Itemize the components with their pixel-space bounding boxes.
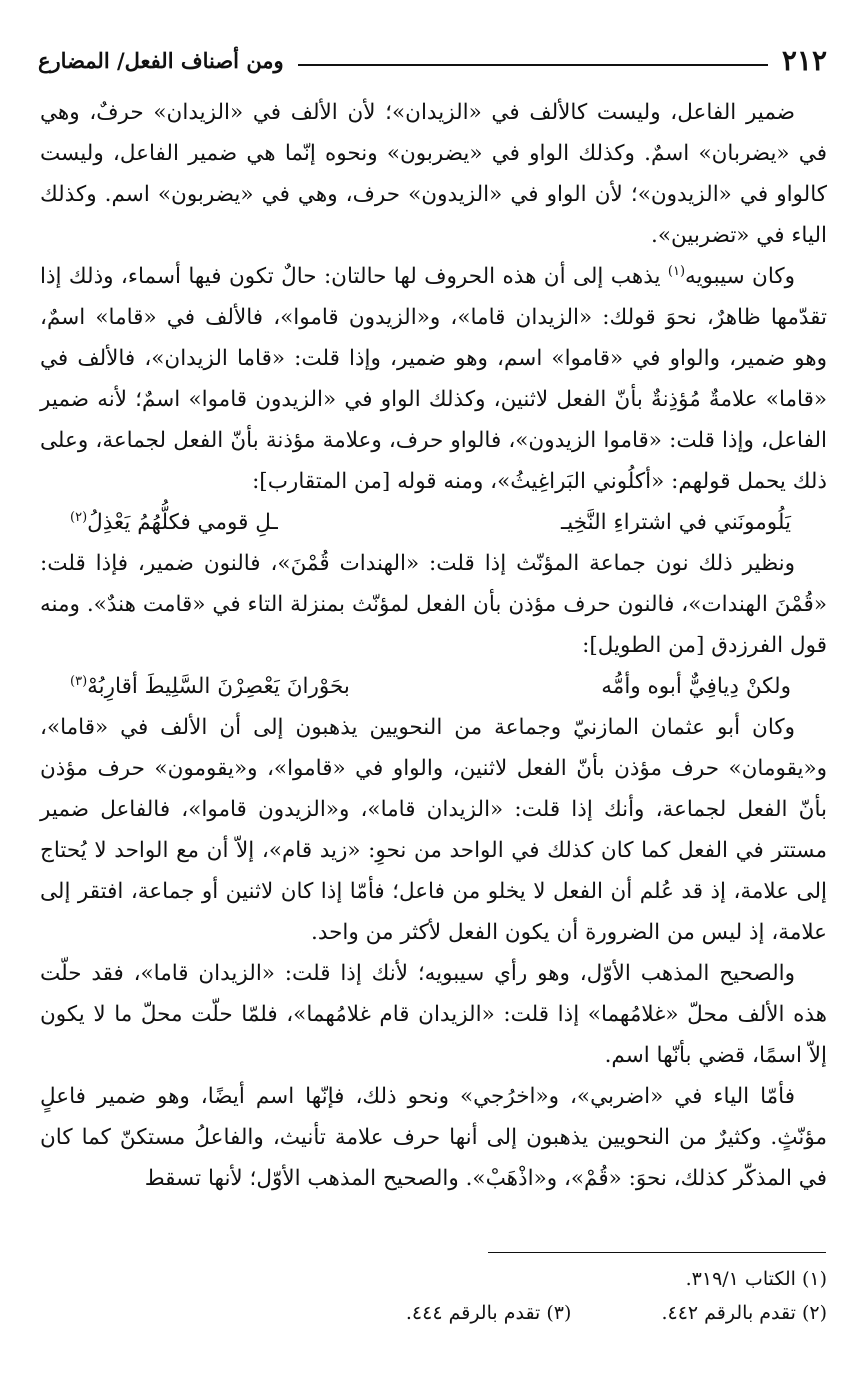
paragraph: ضمير الفاعل، وليست كالألف في «الزيدان»؛ لأن الألف في «الزيدان» حرفٌ، وهي في «يضربان» اسمٌ. وكذلك الواو في «يضربون» ونحوه إنّما هي ضمير الفاعل، وليست كالواو في «الزيدون»؛ لأن الواو في «الزيدون» حرف، وهي في «يضربون» اسم. وكذلك الياء في «تضربين». [40, 100, 827, 248]
paragraph [40, 256, 827, 502]
verse-line [40, 666, 827, 707]
paragraph: والصحيح المذهب الأوّل، وهو رأي سيبويه؛ لأنك إذا قلت: «الزيدان قاما»، فقد حلّت هذه الألف محلّ «غلامُهما» إذا قلت: «الزيدان قام غلامُهما»، فلمّا حلّت محلّ ما لا يكون إلاّ اسمًا، قضي بأنّها اسم. [40, 961, 827, 1068]
footnote-rule [488, 1252, 826, 1253]
footnote-ref: (١) [667, 263, 686, 279]
page-header [38, 40, 827, 80]
paragraph: فأمّا الياء في «اضربي»، و«اخرُجي» ونحو ذلك، فإنّها اسم أيضًا، وهو ضمير فاعلٍ مؤنّثٍ. وكثيرٌ من النحويين يذهبون إلى أنها حرف علامة تأنيث، والفاعلُ مستكنّ كما كان في المذكّر كذلك، نحوَ: «قُمْ»، و«اذْهَبْ». والصحيح المذهب الأوّل؛ لأنها تسقط [40, 1084, 827, 1191]
footnote-row [40, 1296, 827, 1330]
main-text [40, 92, 827, 1199]
running-title: ومن أصناف الفعل/ المضارع [38, 47, 284, 73]
footnote-2: (٢) تقدم بالرقم ٤٤٢. [661, 1302, 827, 1324]
verse-first-hemistich: يَلُومونَني في اشتراءِ النَّخِيـ [560, 510, 791, 535]
verse-line [40, 502, 827, 543]
page-number: ٢١٢ [781, 43, 827, 77]
paragraph: وكان أبو عثمان المازنيّ وجماعة من النحويين يذهبون إلى أن الألف في «قاما»، و«يقومان» حرف مؤذن بأنّ الفعل لاثنين، والواو في «قاموا»، و«يقومون» حرف مؤذن بأنّ الفعل لجماعة، وأنك إذا قلت: «الزيدان قاما»، و«الزيدون قاموا»، فالفاعل ضمير مستتر في الفعل كما كان كذلك في الواحد من نحوِ: «زيد قام»، إلاّ أن مع الواحد لا يُحتاج إلى علامة، إذ قد عُلم أن الفعل لا يخلو من فاعل؛ فأمّا إذا كان لاثنين أو جماعة، افتقر إلى علامة، إذ ليس من الضرورة أن يكون الفعل لأكثر من واحد. [40, 715, 827, 945]
header-rule [298, 64, 768, 66]
paragraph: ونظير ذلك نون جماعة المؤنّث إذا قلت: «الهندات قُمْنَ»، فالنون ضمير، فإذا قلت: «قُمْنَ الهندات»، فالنون حرف مؤذن بأن الفعل لمؤنّث بمنزلة التاء في «قامت هندٌ». ومنه قول الفرزدق [من الطويل]: [40, 551, 827, 658]
footnote-ref: (٣) [70, 673, 88, 689]
verse-second-hemistich [70, 502, 278, 543]
footnote-ref: (٢) [70, 509, 88, 525]
paragraph-text: وكان سيبويه$^{(١)}$ يذهب إلى أن هذه الحروف لها حالتان: حالٌ تكون فيها أسماء، وذلك إذا تقدّمها ظاهرٌ، نحوَ قولك: «الزيدان قاما»، و«الزيدون قاموا»، فالألف في «قاما» اسمٌ، وهو ضمير، والواو في «قاموا» اسم، وهو ضمير، وإذا قلت: «قاما الزيدان»، فالألف في «قاما» علامةٌ مُؤذِنةٌ بأنّ الفعل لاثنين، وكذلك الواو في «الزيدون قاموا» اسمٌ؛ لأنه ضمير الفاعل، وإذا قلت: «قاموا الزيدون»، فالواو حرف، وعلامة مؤذنة بأنّ الفعل لجماعة، وعلى ذلك يحمل قولهم: «أكلُوني البَراغِيثُ»، ومنه قوله [من المتقارب]: [40, 263, 827, 494]
footnote-3: (٣) تقدم بالرقم ٤٤٤. [405, 1302, 572, 1324]
verse-second-hemistich [70, 666, 350, 707]
verse-second-text: ـلِ قومي فكلُّهُمُ يَعْذِلُ [87, 510, 278, 535]
footnotes [40, 1262, 827, 1330]
verse-second-text: بحَوْرانَ يَعْصِرْنَ السَّلِيطَ أقارِبُهْ [87, 674, 350, 699]
footnote-1: (١) الكتاب ٣١٩/١. [685, 1268, 827, 1290]
verse-first-hemistich: ولكنْ دِيافِيٌّ أبوه وأمُّه [601, 674, 791, 699]
